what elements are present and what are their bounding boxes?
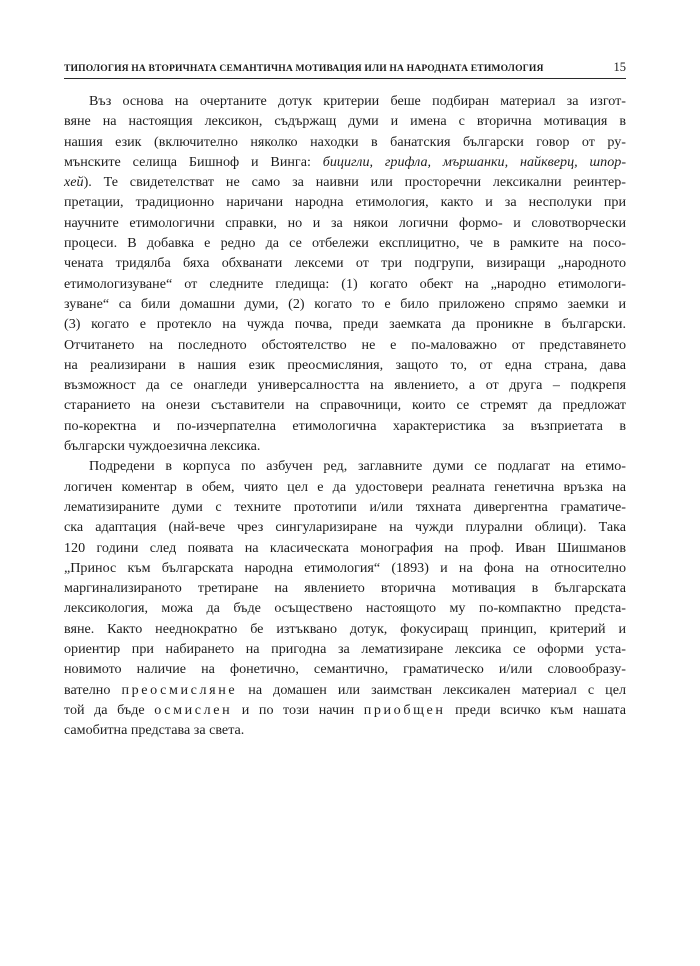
text-line: научните етимологични справки, но и за някои логични формо- и словотворчески xyxy=(64,214,626,231)
text-line: Въз основа на очертаните дотук критерии беше подбиран материал за изгот- xyxy=(89,93,626,109)
text-line: етимологизуване“ от следните гледища: (1) когато обект на „народно етимологи- xyxy=(64,275,626,292)
text-line: маргинализираното третиране на явлението вторична мотивация в българската xyxy=(64,580,626,597)
text-line: процеси. В добавка е редно да се отбележи експлицитно, че в рамките на посо- xyxy=(64,235,626,252)
running-header xyxy=(64,60,626,79)
text-line xyxy=(64,152,626,172)
text-run: ). Те свидетелстват не само за наивни или просторечни лексикални реинтер- xyxy=(83,174,626,191)
text-line: самобитна представа за света. xyxy=(64,722,245,739)
text-line: старанието на онези съставители на справочници, които се стремят да предложат xyxy=(64,397,626,414)
text-line: възможност да се онагледи универсалността на явлението, а от друга – подкрепя xyxy=(64,377,626,394)
paragraph-1 xyxy=(64,91,626,456)
text-line: български чуждоезична лексика. xyxy=(64,438,261,455)
spaced-emphasis: осмислен xyxy=(154,701,233,718)
italic-example: хей xyxy=(64,174,84,191)
text-line: вяне на настоящия лексикон, съдържащ думи и имена с вторична мотивация в xyxy=(64,113,626,130)
text-line: Отчитането на последното обстоятелство не е по-маловажно от представянето xyxy=(64,336,626,353)
text-run: и по този начин xyxy=(232,701,364,718)
text-line: зуване“ са били домашни думи, (2) когато то е било приложено спрямо заемки и xyxy=(64,295,626,312)
running-title: ТИПОЛОГИЯ НА ВТОРИЧНАТА СЕМАНТИЧНА МОТИВАЦИЯ ИЛИ НА НАРОДНАТА ЕТИМОЛОГИЯ xyxy=(64,63,544,74)
paragraph-2 xyxy=(64,456,626,740)
text-line: на реализирани в нашия език преосмисляния, защото то, от една страна, дава xyxy=(64,356,626,373)
text-line: ориентир при набирането на пригодна за лематизиране лексика се оформи уста- xyxy=(64,641,626,658)
text-line: логичен коментар в обем, чиято цел е да удостовери реалната генетична връзка на xyxy=(64,478,626,495)
spaced-emphasis: преосмисляне xyxy=(121,681,238,698)
text-line: новимото наличие на фонетично, семантично, граматическо и/или словообразу- xyxy=(64,661,626,678)
italic-examples: бицигли, грифла, мършанки, найкверц, шпор- xyxy=(322,153,627,170)
text-line xyxy=(64,172,626,192)
text-line: по-коректна и по-изчерпателна етимологична характеристика за възприетата в xyxy=(64,417,626,434)
text-line: лематизираните думи с техните прототипи и/или тяхната дивергентна граматиче- xyxy=(64,498,626,515)
spaced-emphasis: приобщен xyxy=(363,701,446,718)
text-line xyxy=(64,680,626,700)
text-line: претации, традиционно наричани народна етимология, както и за несполуки при xyxy=(64,194,626,211)
body-text xyxy=(64,91,626,741)
text-line xyxy=(64,700,626,720)
text-run: вателно xyxy=(64,681,122,698)
text-line: Подредени в корпуса по азбучен ред, заглавните думи се подлагат на етимо- xyxy=(89,458,626,475)
text-line: „Принос към българската народна етимология“ (1893) и на фона на относително xyxy=(64,559,626,576)
text-line: вяне. Както нееднократно бе изтъквано дотук, фокусиращ принцип, критерий и xyxy=(64,620,626,637)
text-line: 120 години след появата на класическата монография на проф. Иван Шишманов xyxy=(64,539,626,556)
text-line: чената тридялба бяха обхванати лексеми от три подгрупи, визиращи „народното xyxy=(64,255,626,272)
text-run: мънските селища Бишноф и Винга: xyxy=(64,153,323,170)
text-run: той да бъде xyxy=(64,701,155,718)
text-run: на домашен или заимстван лексикален материал с цел xyxy=(237,681,627,698)
text-line: (3) когато е протекло на чужда почва, преди заемката да проникне в български. xyxy=(64,316,626,333)
page-number: 15 xyxy=(613,60,626,74)
text-line: нашия език (включително няколко находки в банатския български говор от ру- xyxy=(64,133,626,150)
text-line: лексикология, можа да бъде осъществено настоящото му по-компактно предста- xyxy=(64,600,626,617)
text-run: преди всичко към нашата xyxy=(445,701,626,718)
text-line: ска адаптация (най-вече чрез сингуларизиране на чужди плурални облици). Така xyxy=(64,519,626,536)
